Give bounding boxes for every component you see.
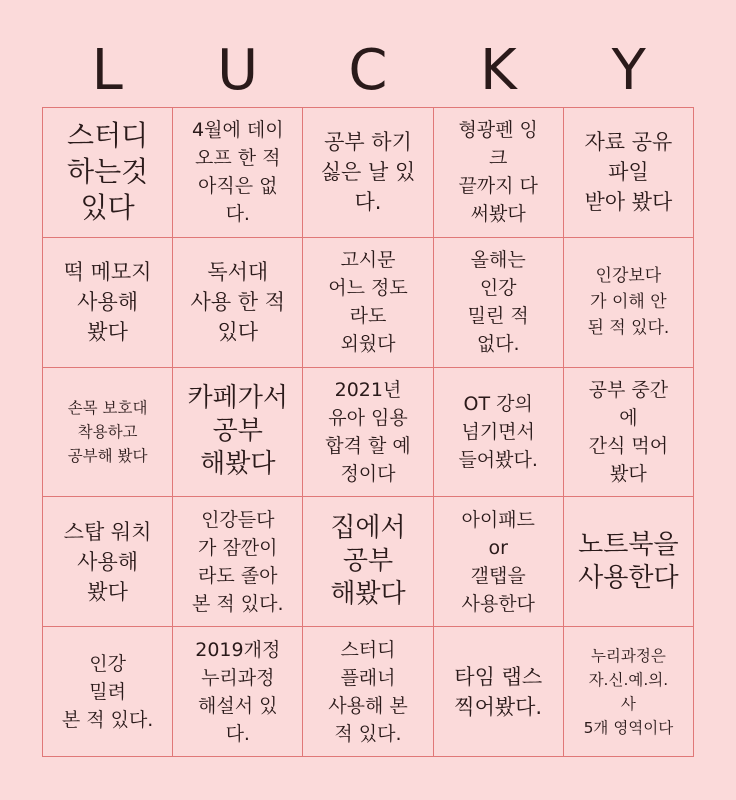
cell-text: 공부 중간 에 간식 먹어 봤다: [588, 378, 669, 485]
cell-text: 인강듣다 가 잠깐이 라도 졸아 본 적 있다.: [192, 508, 284, 615]
cell-text: 카페가서 공부 해봤다: [187, 383, 289, 480]
bingo-cell-r4-c3[interactable]: [303, 497, 433, 627]
bingo-cell-r3-c5[interactable]: [564, 368, 694, 498]
bingo-cell-r1-c1[interactable]: [43, 108, 173, 238]
header-letter-l: L: [91, 38, 123, 103]
bingo-cell-r2-c5[interactable]: [564, 238, 694, 368]
cell-text: 형광펜 잉 크 끝까지 다 써봤다: [458, 119, 538, 226]
cell-text: 인강보다 가 이해 안 된 적 있다.: [587, 266, 670, 339]
bingo-cell-r3-c1[interactable]: [43, 368, 173, 498]
bingo-cell-r3-c2[interactable]: [173, 368, 303, 498]
bingo-cell-r4-c5[interactable]: [564, 497, 694, 627]
bingo-cell-r1-c5[interactable]: [564, 108, 694, 238]
cell-text: 4월에 데이 오프 한 적 아직은 없 다.: [192, 119, 284, 226]
bingo-cell-r4-c1[interactable]: [43, 497, 173, 627]
cell-text: 스탑 워치 사용해 봤다: [63, 519, 152, 604]
bingo-cell-r4-c4[interactable]: [434, 497, 564, 627]
bingo-cell-r3-c3[interactable]: [303, 368, 433, 498]
bingo-cell-r2-c2[interactable]: [173, 238, 303, 368]
bingo-grid: [42, 107, 694, 757]
cell-text: 올해는 인강 밀린 적 없다.: [467, 249, 529, 356]
cell-text: 인강 밀려 본 적 있다.: [61, 652, 154, 731]
cell-text: 타임 랩스 찍어봤다.: [454, 664, 543, 719]
cell-text: 2021년 유아 임용 합격 할 예 정이다: [325, 378, 411, 485]
cell-text: 고시문 어느 정도 라도 외웠다: [328, 249, 408, 356]
cell-text: 스터디 플래너 사용해 본 적 있다.: [328, 638, 408, 745]
bingo-cell-r2-c1[interactable]: [43, 238, 173, 368]
cell-text: 스터디 하는것 있다: [67, 119, 149, 225]
bingo-cell-r5-c3[interactable]: [303, 627, 433, 757]
header-letter-u: U: [217, 38, 259, 103]
bingo-cell-r2-c3[interactable]: [303, 238, 433, 368]
cell-text: 노트북을 사용한다: [578, 529, 679, 593]
cell-text: 떡 메모지 사용해 봤다: [63, 260, 152, 345]
bingo-cell-r5-c4[interactable]: [434, 627, 564, 757]
cell-text: 공부 하기 싫은 날 있 다.: [320, 130, 416, 215]
cell-text: 자료 공유 파일 받아 봤다: [584, 130, 673, 215]
header-letter-c: C: [348, 38, 388, 103]
bingo-cell-r1-c2[interactable]: [173, 108, 303, 238]
cell-text: OT 강의 넘기면서 들어봤다.: [458, 392, 538, 471]
cell-text: 아이패드 or 갤탭을 사용한다: [461, 508, 535, 615]
bingo-header: [42, 38, 694, 104]
bingo-cell-r1-c3[interactable]: [303, 108, 433, 238]
cell-text: 2019개정 누리과정 해설서 있 다.: [195, 638, 281, 745]
bingo-cell-r2-c4[interactable]: [434, 238, 564, 368]
cell-text: 누리과정은 자.신.예.의. 사 5개 영역이다: [583, 646, 674, 737]
bingo-cell-r3-c4[interactable]: [434, 368, 564, 498]
cell-text: 손목 보호대 착용하고 공부해 봤다: [67, 398, 148, 465]
cell-text: 집에서 공부 해봤다: [330, 513, 406, 610]
bingo-cell-r5-c2[interactable]: [173, 627, 303, 757]
bingo-cell-r4-c2[interactable]: [173, 497, 303, 627]
cell-text: 독서대 사용 한 적 있다: [190, 260, 286, 345]
bingo-cell-r1-c4[interactable]: [434, 108, 564, 238]
bingo-cell-r5-c5[interactable]: [564, 627, 694, 757]
bingo-cell-r5-c1[interactable]: [43, 627, 173, 757]
header-letter-k: K: [480, 38, 517, 103]
header-letter-y: Y: [611, 38, 646, 103]
